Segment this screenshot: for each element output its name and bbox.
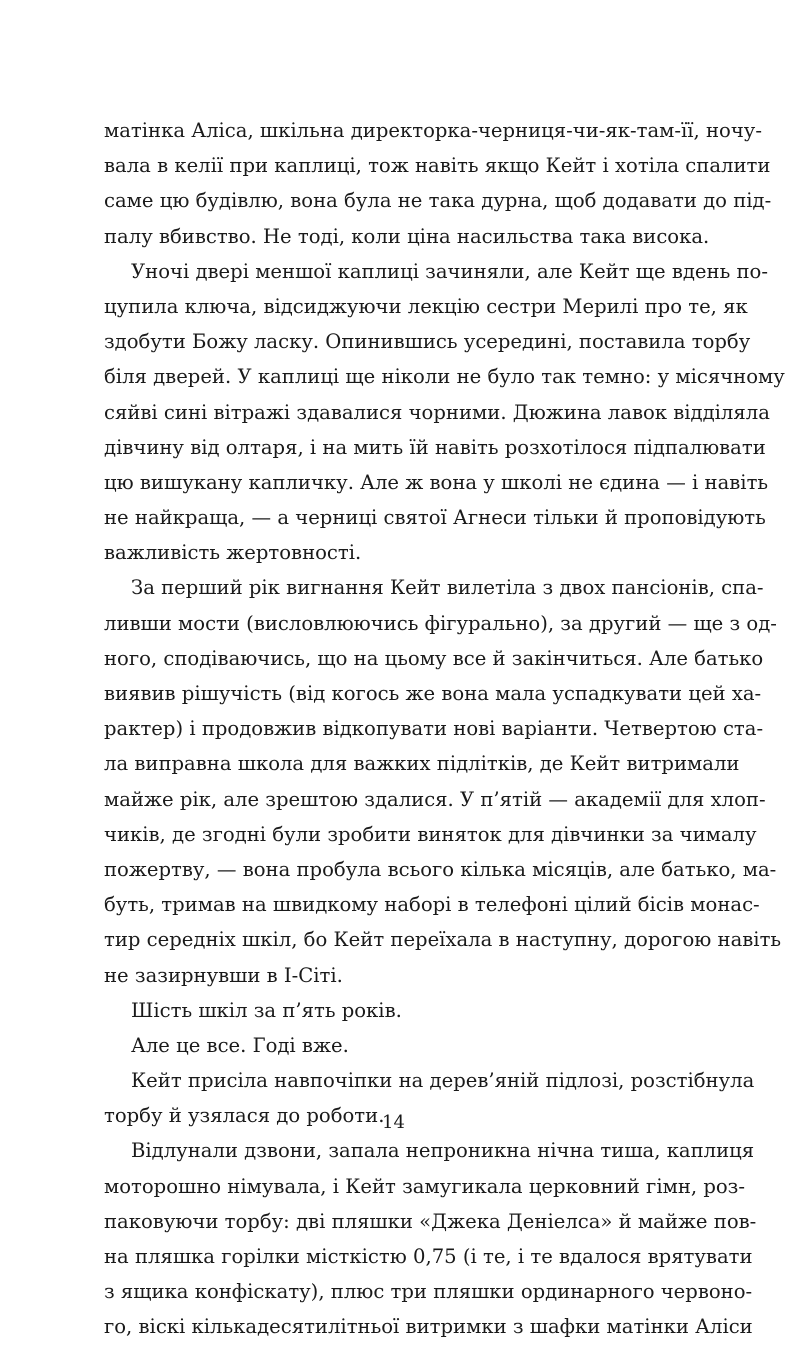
text-line: Шість шкіл за п’ять років.	[131, 998, 402, 1022]
text-line: го, віскі кількадесятилітньої витримки з шафки матінки Аліси	[104, 1315, 753, 1339]
text-line: Відлунали дзвони, запала непроникна нічна тиша, каплиця	[131, 1139, 755, 1163]
text-line: За перший рік вигнання Кейт вилетіла з двох пансіонів, спа-	[131, 576, 764, 600]
text-line: вала в келії при каплиці, тож навіть якщо Кейт і хотіла спалити	[104, 154, 771, 178]
text-line: не зазирнувши в І-Сіті.	[104, 963, 343, 987]
text-line: важливість жертовності.	[104, 541, 362, 565]
text-line: сяйві сині вітражі здавалися чорними. Дюжина лавок відділяла	[104, 400, 770, 424]
page-number: 14	[382, 1112, 405, 1133]
text-line: буть, тримав на швидкому наборі в телефоні цілий бісів монас-	[104, 893, 760, 917]
text-line: з ящика конфіскату), плюс три пляшки ординарного червоно-	[104, 1280, 753, 1304]
text-line: ного, сподіваючись, що на цьому все й закінчиться. Але батько	[104, 646, 764, 670]
text-line: дівчину від олтаря, і на мить їй навіть розхотілося підпалювати	[104, 435, 766, 459]
text-line: матінка Аліса, шкільна директорка-черниця-чи-як-там-її, ночу-	[104, 119, 762, 142]
text-line: на пляшка горілки місткістю 0,75 (і те, і те вдалося врятувати	[104, 1245, 753, 1268]
text-line: тир середніх шкіл, бо Кейт переїхала в наступну, дорогою навіть	[104, 928, 782, 952]
text-line: моторошно німувала, і Кейт замугикала церковний гімн, роз-	[104, 1174, 745, 1198]
text-line: рактер) і продовжив відкопувати нові варіанти. Четвертою ста-	[104, 717, 764, 741]
text-line: паковуючи торбу: дві пляшки «Джека Деніелса» й майже пов-	[104, 1209, 757, 1233]
text-line: біля дверей. У каплиці ще ніколи не було так темно: у місячному	[104, 365, 785, 389]
text-line: Уночі двері меншої каплиці зачиняли, але Кейт ще вдень по-	[131, 259, 768, 283]
text-line: майже рік, але зрештою здалися. У п’ятій — академії для хлоп-	[104, 787, 766, 811]
text-line: здобути Божу ласку. Опинившись усередині, поставила торбу	[104, 330, 751, 354]
text-line: не найкраща, — а черниці святої Агнеси тільки й проповідують	[104, 506, 766, 530]
text-line: пожертву, — вона пробула всього кілька місяців, але батько, ма-	[104, 857, 777, 881]
text-line: торбу й узялася до роботи.	[104, 1104, 385, 1128]
text-line: Кейт присіла навпочіпки на дерев’яній підлозі, розстібнула	[131, 1069, 755, 1093]
text-line: Але це все. Годі вже.	[131, 1033, 349, 1057]
text-line: виявив рішучість (від когось же вона мала успадкувати цей ха-	[104, 682, 762, 705]
text-line: чиків, де згодні були зробити виняток для дівчинки за чималу	[104, 822, 757, 846]
text-line: ливши мости (висловлюючись фігурально), за другий — ще з од-	[104, 611, 777, 635]
text-line: цю вишукану капличку. Але ж вона у школі не єдина — і навіть	[104, 470, 769, 494]
body-text	[104, 113, 785, 1345]
text-line: саме цю будівлю, вона була не така дурна, щоб додавати до під-	[104, 189, 772, 213]
text-line: ла виправна школа для важких підлітків, де Кейт витримали	[104, 752, 740, 776]
text-line: палу вбивство. Не тоді, коли ціна насильства така висока.	[104, 224, 710, 248]
text-line: цупила ключа, відсиджуючи лекцію сестри Мерилі про те, як	[104, 294, 748, 318]
